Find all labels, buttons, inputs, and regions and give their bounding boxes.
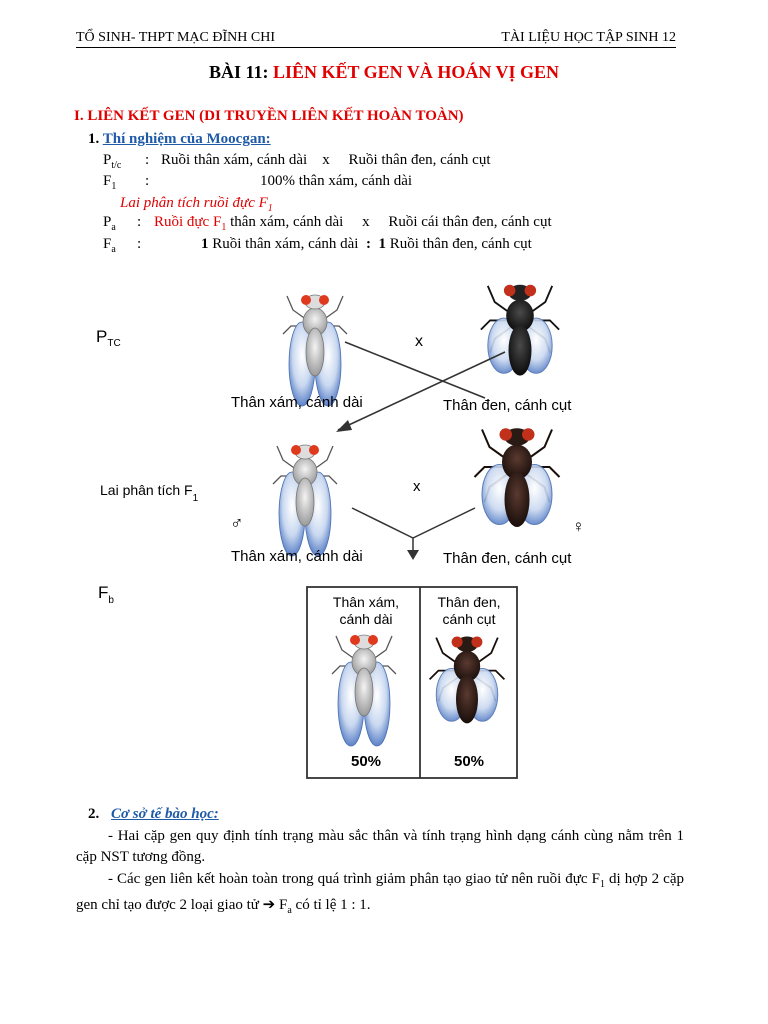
box-left-line1: Thân xám, [332, 594, 400, 610]
box-right-line2: cánh cụt [442, 611, 496, 627]
cross-lines-p [338, 342, 505, 430]
p-gray-fly-image [283, 295, 347, 406]
row-pa [103, 214, 663, 234]
header-right: TÀI LIỆU HỌC TẬP SINH 12 [501, 30, 676, 45]
box-right-line1: Thân đen, [437, 594, 501, 610]
box-left-line2: cánh dài [339, 611, 393, 627]
row-pa-symbol: $P_a$ [103, 214, 116, 233]
fb-black-fly-image [430, 637, 505, 724]
row-f1-symbol: $F_1$ [103, 173, 117, 192]
f1-gray-fly-image [273, 445, 337, 556]
row-fa [103, 236, 663, 256]
fb-gray-fly-image [332, 635, 396, 746]
subsection-2-heading [88, 806, 219, 823]
header-divider [76, 47, 676, 48]
box-right-percent: 50% [453, 753, 485, 770]
lesson-title [0, 62, 768, 83]
row-pa-colon: : [137, 214, 142, 230]
row-ptc-symbol: $P_{t/c}$ [103, 152, 122, 171]
subsection-1-heading [88, 131, 271, 148]
section-1-heading: I. LIÊN KẾT GEN (DI TRUYỀN LIÊN KẾT HOÀN TOÀN) [74, 108, 464, 124]
f1-gray-label: Thân xám, cánh dài [231, 548, 363, 565]
f1-cross-symbol: x [413, 478, 421, 495]
row-fa-text: 1 Ruồi thân xám, cánh dài : 1 Ruồi thân đen, cánh cụt [201, 236, 532, 252]
crossing-diagram [90, 280, 620, 780]
row-f1 [103, 173, 643, 193]
male-symbol-icon: ♂ [230, 513, 244, 533]
paragraph-1: - Hai cặp gen quy định tính trạng màu sắc thân và tính trạng hình dạng cánh cùng nằm trên 1 cặp NST tương đồng. [76, 828, 684, 865]
cross-lines-f1 [352, 508, 475, 552]
arrow-to-fb-icon [407, 550, 419, 560]
row-pa-text: Ruồi đực $F_1$ thân xám, cánh dài x Ruồi cái thân đen, cánh cụt [154, 214, 552, 233]
subsection-1-number: 1. [88, 131, 100, 147]
p-gray-label: Thân xám, cánh dài [231, 394, 363, 411]
testcross-note: Lai phân tích ruồi đực $F_1$ [120, 195, 273, 214]
ptc-label: $P_{TC}$ [96, 327, 121, 349]
f1-black-label: Thân đen, cánh cụt [443, 550, 572, 567]
box-left-percent: 50% [350, 753, 382, 770]
row-ptc-text: Ruồi thân xám, cánh dài x Ruồi thân đen, cánh cụt [161, 152, 491, 168]
p-black-fly-image [481, 285, 559, 376]
row-ptc [103, 152, 643, 172]
fb-label: $F_b$ [98, 583, 114, 606]
p-black-label: Thân đen, cánh cụt [443, 397, 572, 414]
row-f1-colon: : [145, 173, 150, 189]
subsection-2-label: Cơ sở tế bào học: [111, 806, 219, 822]
row-f1-text: 100% thân xám, cánh dài [260, 173, 413, 189]
title-prefix: BÀI 11: [208, 62, 269, 82]
title-main: LIÊN KẾT GEN VÀ HOÁN VỊ GEN [272, 62, 560, 82]
arrow-right-icon: ➔ [262, 897, 276, 913]
f1-testcross-label: Lai phân tích $F_1$ [100, 482, 199, 504]
subsection-2-number: 2. [88, 806, 100, 822]
arrow-to-f1-icon [336, 420, 352, 432]
header-left: TỔ SINH- THPT MẠC ĐĨNH CHI [76, 30, 275, 45]
female-symbol-icon: ♀ [572, 517, 585, 536]
f1-black-fly-image [475, 428, 560, 527]
row-fa-symbol: $F_a$ [103, 236, 116, 255]
paragraph-2: - Các gen liên kết hoàn toàn trong quá trình giảm phân tạo giao tử nên ruồi đực $F_1$ dị hợp 2 cặp gen chỉ tạo được 2 loại giao tử ➔ $F_a$ có tỉ lệ 1 : 1. [76, 871, 684, 916]
subsection-1-label: Thí nghiệm của Moocgan: [102, 131, 271, 147]
row-fa-colon: : [137, 236, 142, 252]
row-ptc-colon: : [145, 152, 150, 168]
p-cross-symbol: x [415, 333, 423, 350]
